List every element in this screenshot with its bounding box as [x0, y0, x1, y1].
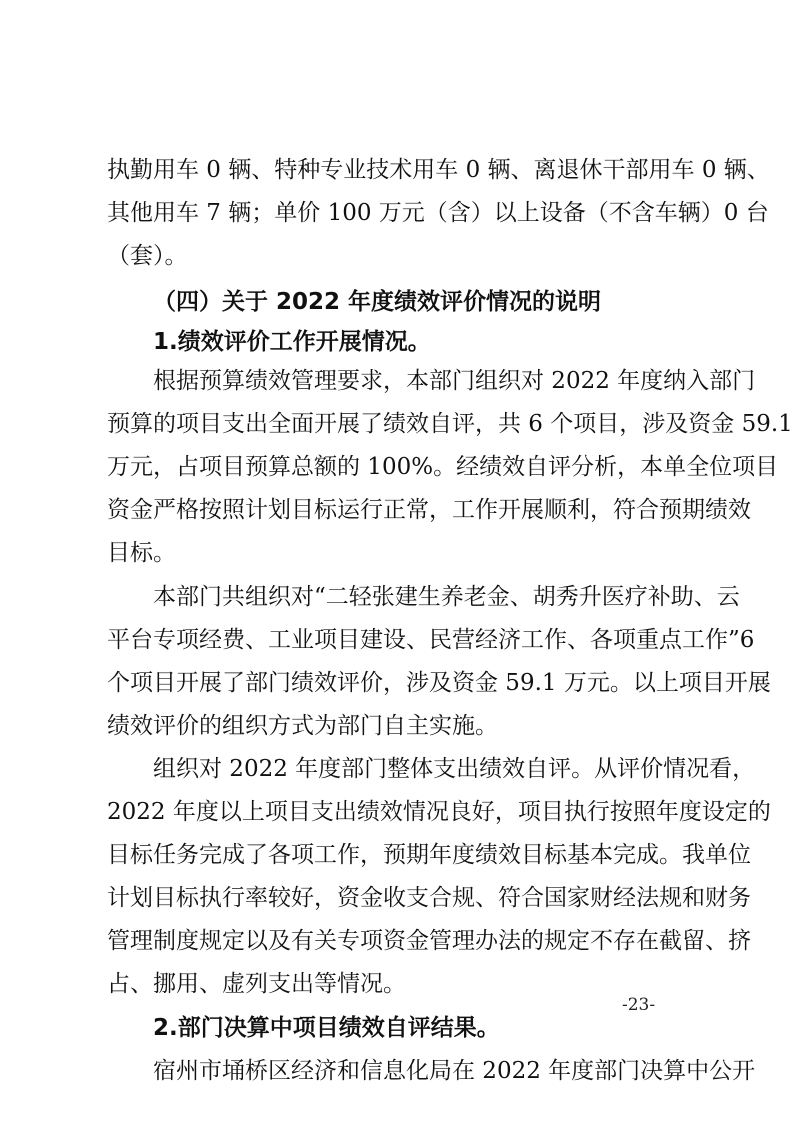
evaluation-paragraph-2-line: 绩效评价的组织方式为部门自主实施。	[107, 713, 498, 739]
evaluation-paragraph-1-line: 目标。	[107, 540, 176, 566]
evaluation-paragraph-2-line: 本部门共组织对“二轻张建生养老金、胡秀升医疗补助、云	[153, 584, 740, 610]
section-heading-line: （四）关于 2022 年度绩效评价情况的说明	[153, 289, 602, 315]
results-paragraph-line: 宿州市埇桥区经济和信息化局在 2022 年度部门决算中公开	[153, 1058, 756, 1084]
evaluation-paragraph-1-line: 根据预算绩效管理要求，本部门组织对 2022 年度纳入部门	[153, 368, 756, 394]
vehicle-paragraph-line: （套）。	[107, 243, 188, 269]
evaluation-paragraph-3-line: 管理制度规定以及有关专项资金管理办法的规定不存在截留、挤	[107, 928, 751, 954]
evaluation-paragraph-2-line: 个项目开展了部门绩效评价，涉及资金 59.1 万元。以上项目开展	[107, 670, 771, 696]
evaluation-paragraph-2-line: 平台专项经费、工业项目建设、民营经济工作、各项重点工作”6	[107, 627, 755, 653]
evaluation-paragraph-3-line: 占、挪用、虚列支出等情况。	[107, 971, 406, 997]
evaluation-paragraph-1-line: 万元，占项目预算总额的 100%。经绩效自评分析，本单全位项目	[107, 454, 779, 480]
vehicle-paragraph-line: 执勤用车 0 辆、特种专业技术用车 0 辆、离退休干部用车 0 辆、	[107, 157, 770, 183]
evaluation-paragraph-1-line: 预算的项目支出全面开展了绩效自评，共 6 个项目，涉及资金 59.1	[107, 411, 793, 437]
evaluation-paragraph-3-line: 计划目标执行率较好，资金收支合规、符合国家财经法规和财务	[107, 885, 751, 911]
evaluation-paragraph-1-line: 资金严格按照计划目标运行正常，工作开展顺利，符合预期绩效	[107, 497, 751, 523]
subheading-2-line: 2.部门决算中项目绩效自评结果。	[153, 1015, 500, 1041]
evaluation-paragraph-3-line: 目标任务完成了各项工作，预期年度绩效目标基本完成。我单位	[107, 842, 751, 868]
subheading-1-line: 1.绩效评价工作开展情况。	[153, 329, 431, 355]
page-number: -23-	[622, 995, 656, 1015]
evaluation-paragraph-3-line: 组织对 2022 年度部门整体支出绩效自评。从评价情况看，	[153, 756, 756, 782]
evaluation-paragraph-3-line: 2022 年度以上项目支出绩效情况良好，项目执行按照年度设定的	[107, 799, 771, 825]
vehicle-paragraph-line: 其他用车 7 辆；单价 100 万元（含）以上设备（不含车辆）0 台	[107, 200, 769, 226]
